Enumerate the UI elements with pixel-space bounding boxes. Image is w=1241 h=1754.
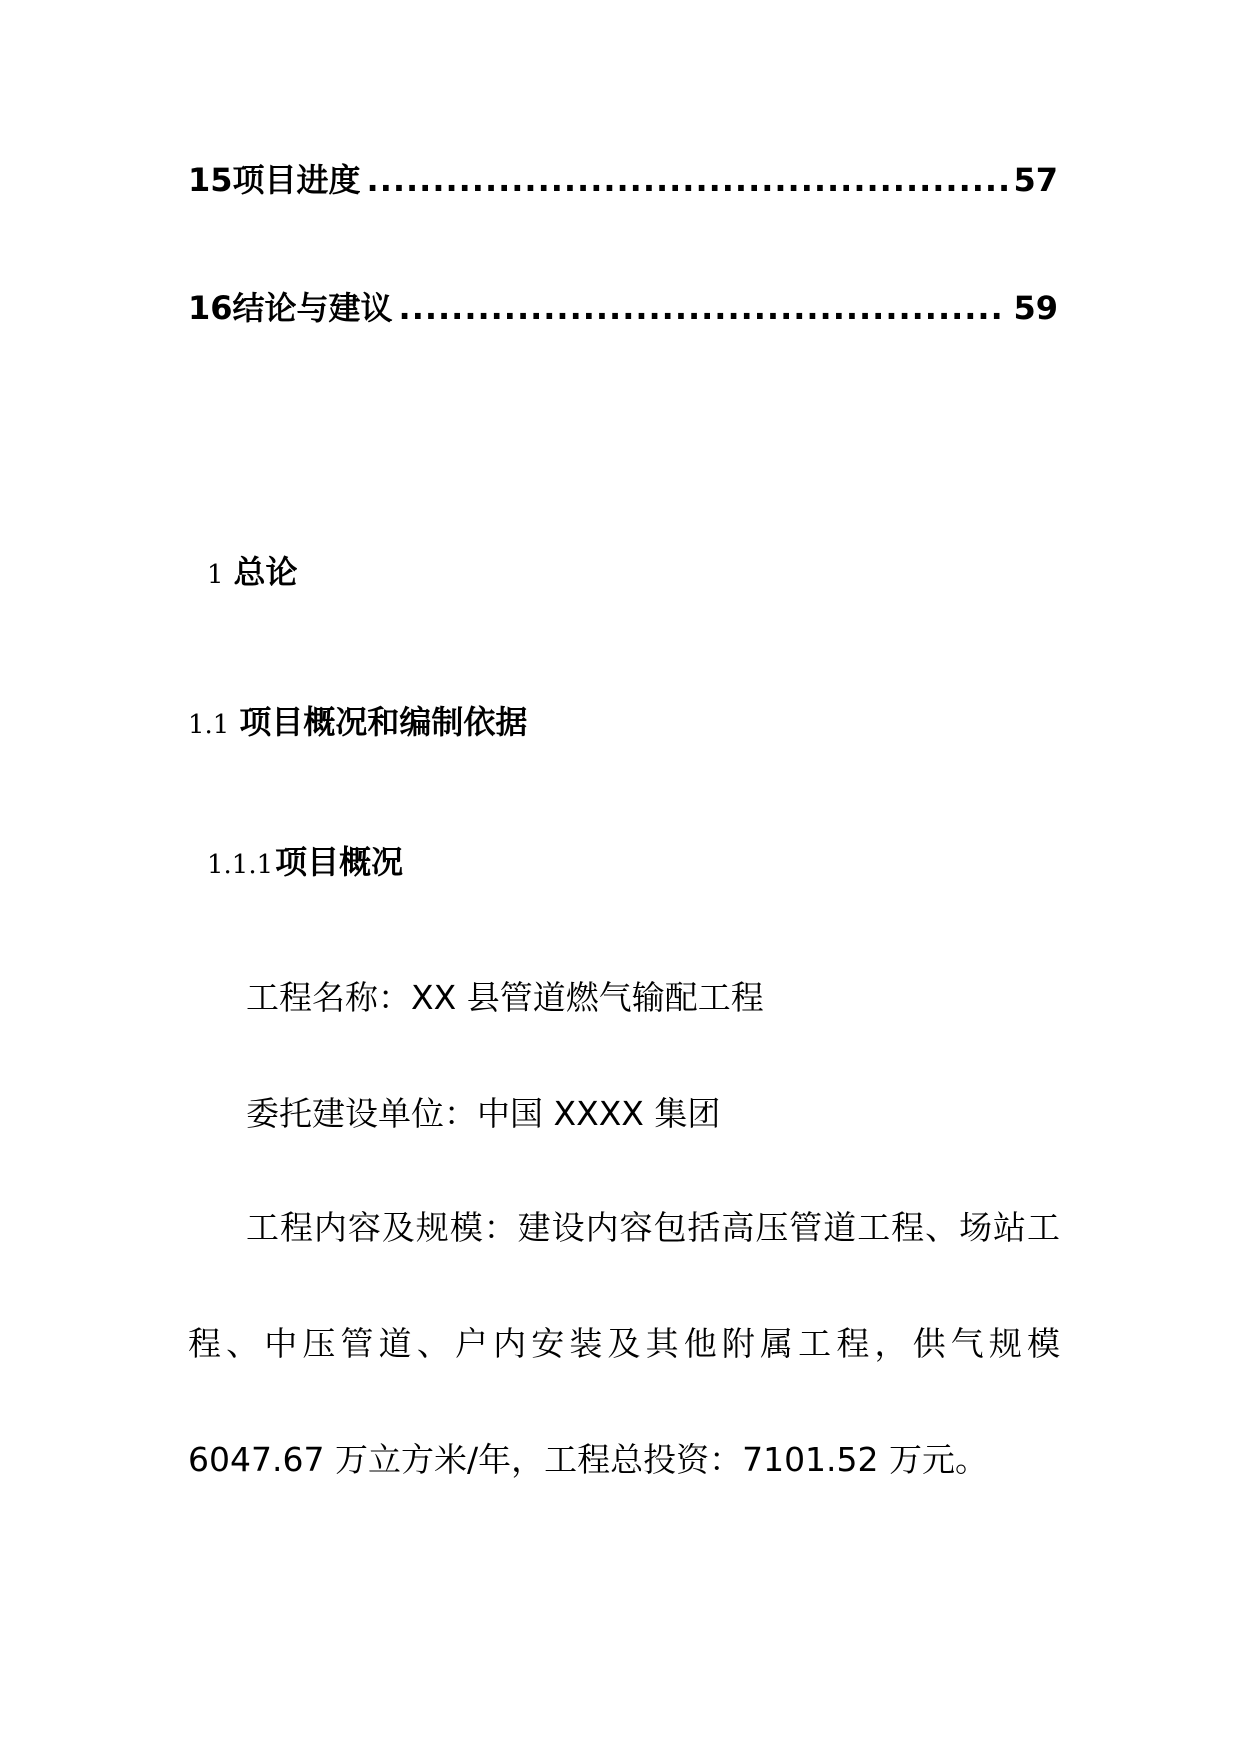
chapter-number: 1 bbox=[207, 560, 224, 590]
scope-paragraph: 工程内容及规模：建设内容包括高压管道工程、场站工程、中压管道、户内安装及其他附属工程，供气规模 6047.67 万立方米/年，工程总投资：7101.52 万元。 bbox=[188, 1208, 1060, 1479]
subsection-number: 1.1.1 bbox=[207, 850, 274, 880]
section-heading bbox=[188, 702, 527, 745]
subsection-title: 项目概况 bbox=[275, 843, 404, 881]
toc-entry-title: 15项目进度 bbox=[188, 161, 361, 199]
toc-entry-title: 16结论与建议 bbox=[188, 289, 393, 327]
section-number: 1.1 bbox=[188, 710, 230, 740]
toc-leader-dots bbox=[367, 160, 1008, 200]
project-name-paragraph: 工程名称：XX 县管道燃气输配工程 bbox=[246, 978, 764, 1017]
section-title: 项目概况和编制依据 bbox=[239, 703, 528, 741]
chapter-title: 总论 bbox=[233, 553, 298, 591]
toc-entry[interactable] bbox=[188, 288, 1058, 328]
subsection-heading bbox=[207, 842, 403, 885]
toc-entry-page: 57 bbox=[1013, 161, 1058, 199]
toc-entry-page: 59 bbox=[1013, 289, 1058, 327]
chapter-heading bbox=[207, 552, 298, 595]
toc-entry[interactable] bbox=[188, 160, 1058, 200]
toc-leader-dots bbox=[399, 288, 1008, 328]
client-paragraph: 委托建设单位：中国 XXXX 集团 bbox=[246, 1094, 721, 1133]
